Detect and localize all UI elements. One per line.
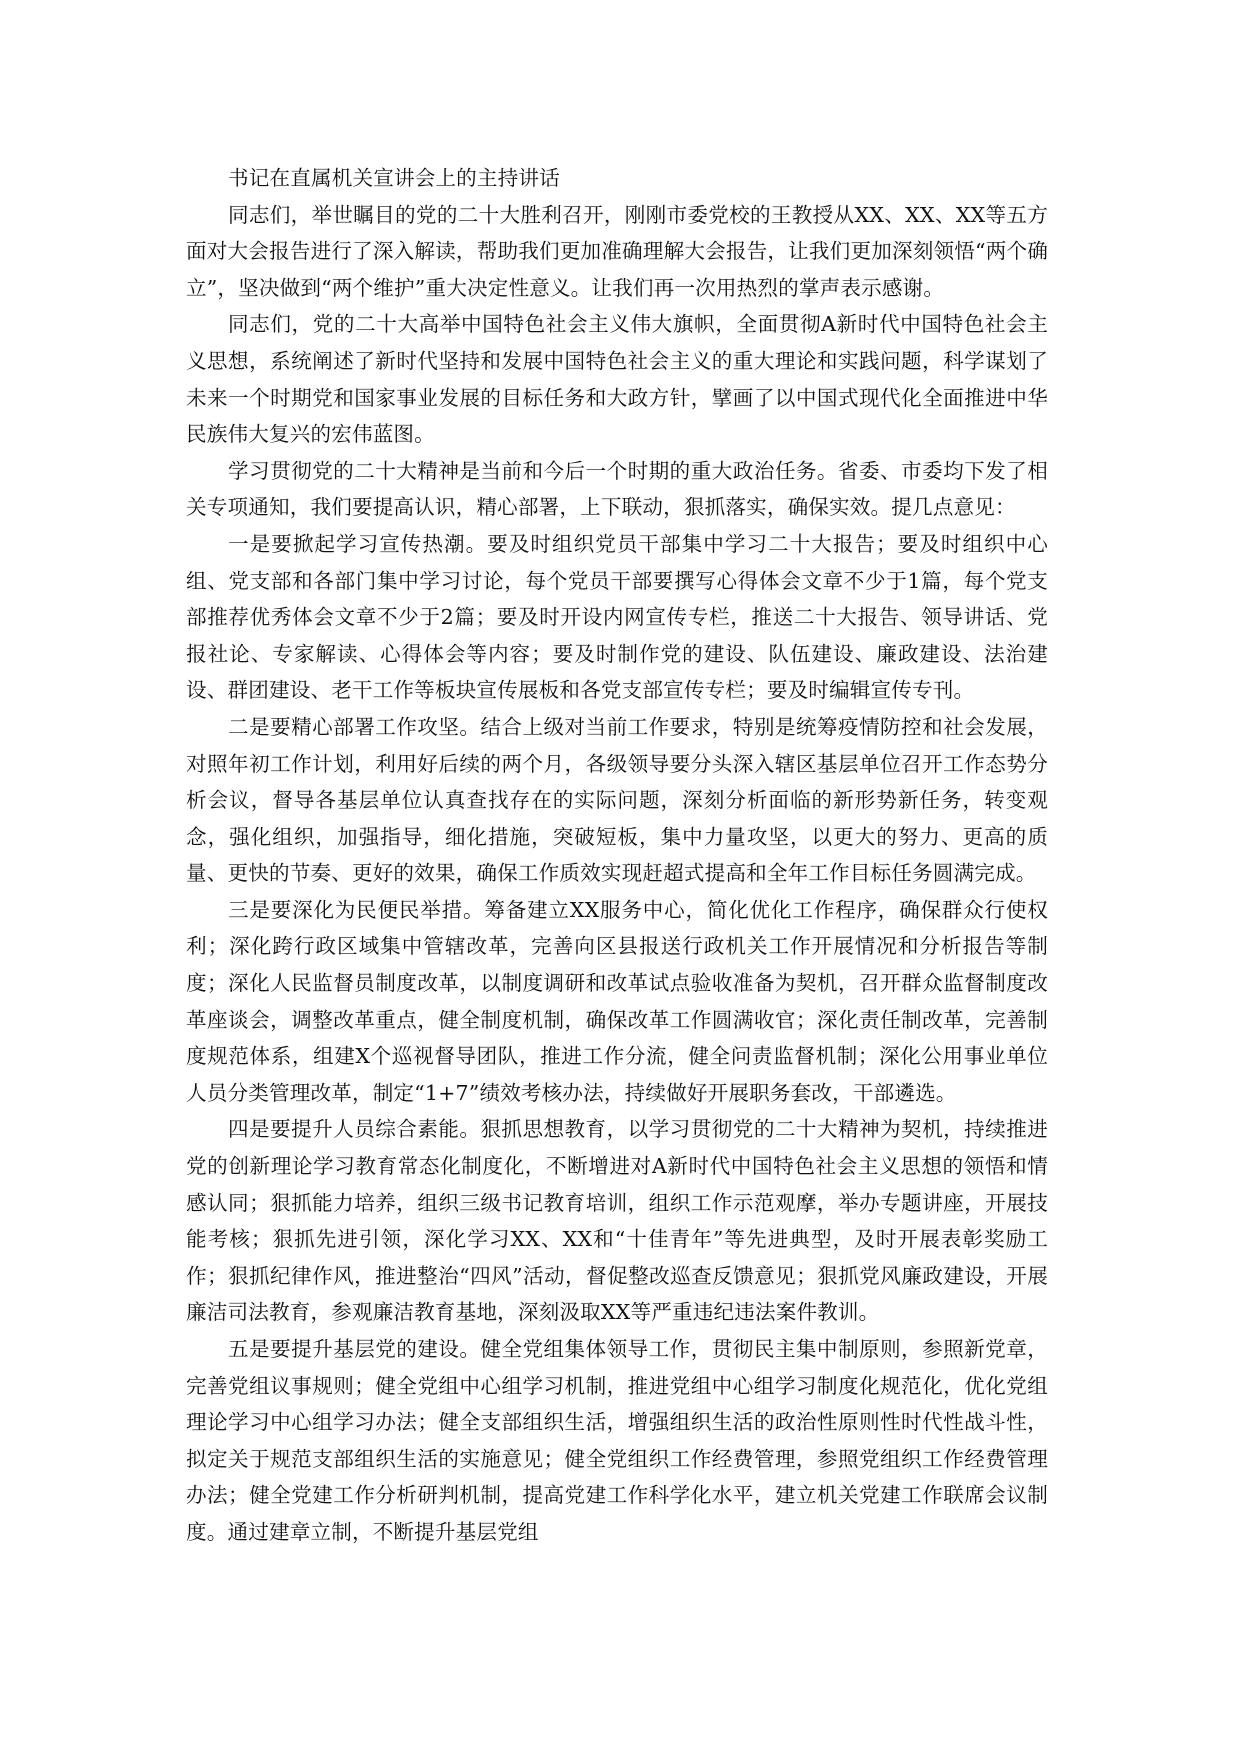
paragraph-4: 一是要掀起学习宣传热潮。要及时组织党员干部集中学习二十大报告；要及时组织中心组、党支部和各部门集中学习讨论，每个党员干部要撰写心得体会文章不少于1篇，每个党支部推荐优秀体会文章不少于2篇；要及时开设内网宣传专栏，推送二十大报告、领导讲话、党报社论、专家解读、心得体会等内容；要及时制作党的建设、队伍建设、廉政建设、法治建设、群团建设、老干工作等板块宣传展板和各党支部宣传专栏；要及时编辑宣传专刊。 xyxy=(186,531,1048,703)
paragraph-3: 学习贯彻党的二十大精神是当前和今后一个时期的重大政治任务。省委、市委均下发了相关专项通知，我们要提高认识，精心部署，上下联动，狠抓落实，确保实效。提几点意见： xyxy=(186,458,1048,520)
paragraph-2: 同志们，党的二十大高举中国特色社会主义伟大旗帜，全面贯彻A新时代中国特色社会主义思想，系统阐述了新时代坚持和发展中国特色社会主义的重大理论和实践问题，科学谋划了未来一个时期党和国家事业发展的目标任务和大政方针，擘画了以中国式现代化全面推进中华民族伟大复兴的宏伟蓝图。 xyxy=(186,312,1048,447)
paragraph-5: 二是要精心部署工作攻坚。结合上级对当前工作要求，特别是统筹疫情防控和社会发展，对照年初工作计划，利用好后续的两个月，各级领导要分头深入辖区基层单位召开工作态势分析会议，督导各基层单位认真查找存在的实际问题，深刻分析面临的新形势新任务，转变观念，强化组织，加强指导，细化措施，突破短板，集中力量攻坚，以更大的努力、更高的质量、更快的节奏、更好的效果，确保工作质效实现赶超式提高和全年工作目标任务圆满完成。 xyxy=(186,714,1048,886)
paragraph-6: 三是要深化为民便民举措。筹备建立XX服务中心，简化优化工作程序，确保群众行使权利；深化跨行政区域集中管辖改革，完善向区县报送行政机关工作开展情况和分析报告等制度；深化人民监督员制度改革，以制度调研和改革试点验收准备为契机，召开群众监督制度改革座谈会，调整改革重点，健全制度机制，确保改革工作圆满收官；深化责任制改革，完善制度规范体系，组建X个巡视督导团队，推进工作分流，健全问责监督机制；深化公用事业单位人员分类管理改革，制定“1+7”绩效考核办法，持续做好开展职务套改，干部遴选。 xyxy=(186,897,1048,1105)
paragraph-7: 四是要提升人员综合素能。狠抓思想教育，以学习贯彻党的二十大精神为契机，持续推进党的创新理论学习教育常态化制度化，不断增进对A新时代中国特色社会主义思想的领悟和情感认同；狠抓能力培养，组织三级书记教育培训，组织工作示范观摩，举办专题讲座，开展技能考核；狠抓先进引领，深化学习XX、XX和“十佳青年”等先进典型，及时开展表彰奖励工作；狠抓纪律作风，推进整治“四风”活动，督促整改巡查反馈意见；狠抓党风廉政建设，开展廉洁司法教育，参观廉洁教育基地，深刻汲取XX等严重违纪违法案件教训。 xyxy=(186,1117,1048,1325)
document-body xyxy=(186,160,1048,1551)
paragraph-1: 同志们，举世瞩目的党的二十大胜利召开，刚刚市委党校的王教授从XX、XX、XX等五方面对大会报告进行了深入解读，帮助我们更加准确理解大会报告，让我们更加深刻领悟“两个确立”，坚决做到“两个维护”重大决定性意义。让我们再一次用热烈的掌声表示感谢。 xyxy=(186,202,1048,300)
paragraph-8: 五是要提升基层党的建设。健全党组集体领导工作，贯彻民主集中制原则，参照新党章，完善党组议事规则；健全党组中心组学习机制，推进党组中心组学习制度化规范化，优化党组理论学习中心组学习办法；健全支部组织生活，增强组织生活的政治性原则性时代性战斗性，拟定关于规范支部组织生活的实施意见；健全党组织工作经费管理，参照党组织工作经费管理办法；健全党建工作分析研判机制，提高党建工作科学化水平，建立机关党建工作联席会议制度。通过建章立制，不断提升基层党组 xyxy=(186,1337,1048,1544)
document-title: 书记在直属机关宣讲会上的主持讲话 xyxy=(228,166,560,190)
